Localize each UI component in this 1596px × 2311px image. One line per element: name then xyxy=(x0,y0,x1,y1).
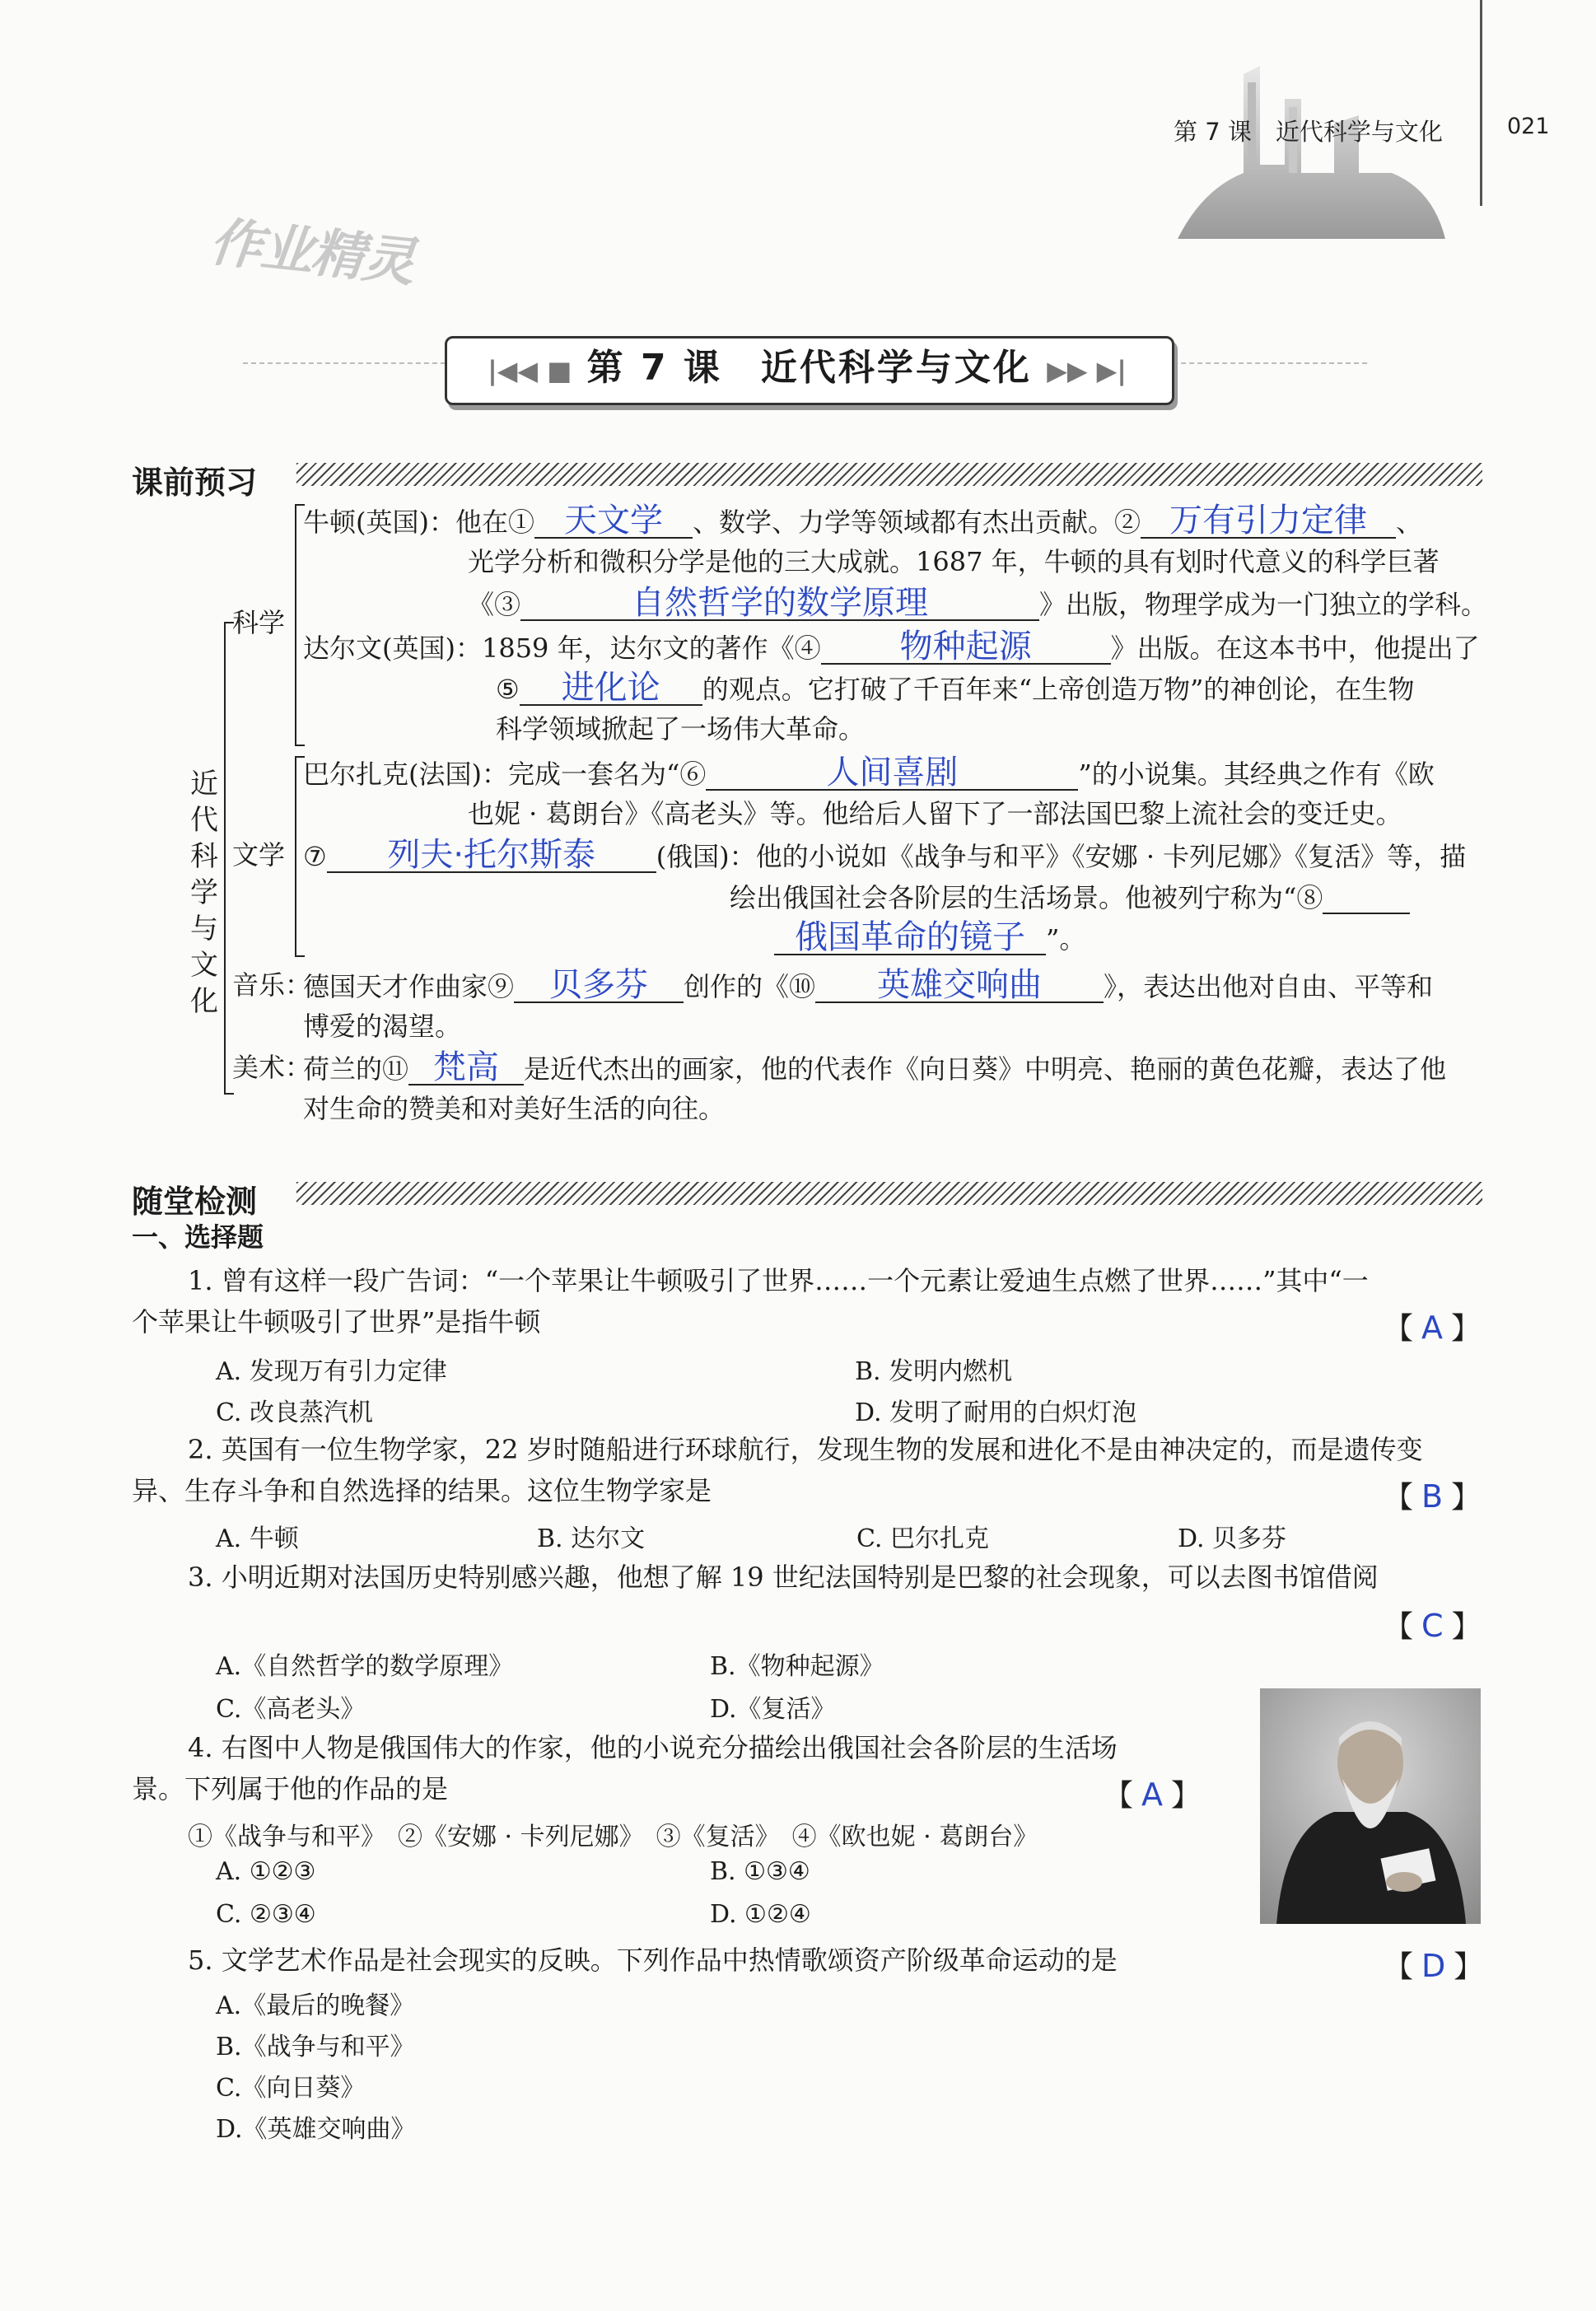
q3-answer: 【 C 】 xyxy=(1384,1608,1482,1644)
q2-text-1: 2. 英国有一位生物学家，22 岁时随船进行环球航行，发现生物的发展和进化不是由神决定的，而是遗传变 xyxy=(188,1434,1423,1465)
q1-option-a: A. 发现万有引力定律 xyxy=(216,1357,447,1386)
branch-literature: 文学 xyxy=(232,839,286,871)
music-line-2: 博爱的渴望。 xyxy=(303,1011,462,1042)
rewind-icon: |◀◀ ■ xyxy=(488,355,572,386)
answer-8: 俄国革命的镜子 xyxy=(774,921,1046,955)
q1-option-d: D. 发明了耐用的白炽灯泡 xyxy=(855,1398,1137,1427)
q5-option-b: B.《战争与和平》 xyxy=(216,2033,415,2061)
answer-6: 人间喜剧 xyxy=(706,756,1078,791)
preview-heading: 课前预习 xyxy=(132,465,258,501)
q3-option-c: C.《高老头》 xyxy=(216,1695,366,1724)
answer-10: 英雄交响曲 xyxy=(815,969,1104,1003)
answer-2: 万有引力定律 xyxy=(1141,504,1396,539)
q4-option-a: A. ①②③ xyxy=(216,1857,316,1886)
tolstoy-line-2: 绘出俄国社会各阶层的生活场景。他被列宁称为“⑧ xyxy=(730,880,1410,914)
art-line-1: 荷兰的⑪ 梵高 是近代杰出的画家，他的代表作《向日葵》中明亮、艳丽的黄色花瓣，表达了他 xyxy=(303,1048,1447,1086)
newton-line-2: 光学分析和微积分学是他的三大成就。1687 年，牛顿的具有划时代意义的科学巨著 xyxy=(468,546,1440,577)
q1-text-1: 1. 曾有这样一段广告词：“一个苹果让牛顿吸引了世界……一个元素让爱迪生点燃了世界……”其中“一 xyxy=(188,1265,1369,1296)
q5-option-c: C.《向日葵》 xyxy=(216,2074,366,2103)
q3-option-a: A.《自然哲学的数学原理》 xyxy=(216,1652,514,1681)
forward-icon: ▶▶ ▶| xyxy=(1047,355,1127,386)
check-heading: 随堂检测 xyxy=(132,1184,258,1220)
q2-option-a: A. 牛顿 xyxy=(216,1524,299,1553)
q5-option-d: D.《英雄交响曲》 xyxy=(216,2115,416,2144)
choice-section-title: 一、选择题 xyxy=(132,1221,264,1253)
preview-heading-hatch xyxy=(296,463,1482,486)
q3-option-d: D.《复活》 xyxy=(710,1695,836,1724)
lesson-title-text: 第 7 课 近代科学与文化 xyxy=(586,347,1032,389)
q1-option-b: B. 发明内燃机 xyxy=(855,1357,1013,1386)
q5-text-1: 5. 文学艺术作品是社会现实的反映。下列作品中热情歌颂资产阶级革命运动的是 xyxy=(188,1945,1118,1976)
answer-3: 自然哲学的数学原理 xyxy=(520,586,1039,621)
darwin-line-1: 达尔文(英国)：1859 年，达尔文的著作《④ 物种起源 》出版。在这本书中，他提出了 xyxy=(303,628,1480,665)
lesson-title xyxy=(445,336,1169,400)
answer-1: 天文学 xyxy=(534,504,693,539)
q4-text-1: 4. 右图中人物是俄国伟大的作家，他的小说充分描绘出俄国社会各阶层的生活场 xyxy=(188,1732,1118,1763)
q4-text-2: 景。下列属于他的作品的是 xyxy=(132,1773,449,1804)
q4-answer: 【 A 】 xyxy=(1104,1776,1202,1813)
answer-5: 进化论 xyxy=(520,671,702,706)
q4-option-b: B. ①③④ xyxy=(710,1857,810,1886)
darwin-line-3: 科学领域掀起了一场伟大革命。 xyxy=(496,713,866,745)
balzac-line-2: 也妮 · 葛朗台》《高老头》等。他给后人留下了一部法国巴黎上流社会的变迁史。 xyxy=(468,798,1402,829)
tolstoy-line-1: ⑦ 列夫·托尔斯泰 (俄国)：他的小说如《战争与和平》《安娜 · 卡列尼娜》《复活》等，描 xyxy=(303,836,1467,874)
q5-answer: 【 D 】 xyxy=(1384,1948,1484,1984)
q4-option-d: D. ①②④ xyxy=(710,1900,811,1929)
music-line-1: 德国天才作曲家⑨ 贝多芬 创作的《⑩ 英雄交响曲 》，表达出他对自由、平等和 xyxy=(303,966,1434,1004)
q1-text-2: 个苹果让牛顿吸引了世界”是指牛顿 xyxy=(132,1306,541,1338)
margin-line xyxy=(1480,0,1482,206)
branch-art: 美术： xyxy=(232,1052,312,1083)
q2-option-b: B. 达尔文 xyxy=(537,1524,646,1553)
q3-text-1: 3. 小明近期对法国历史特别感兴趣，他想了解 19 世纪法国特别是巴黎的社会现象，可以去图书馆借阅 xyxy=(188,1562,1379,1593)
answer-9: 贝多芬 xyxy=(514,969,684,1003)
q4-option-c: C. ②③④ xyxy=(216,1900,316,1929)
q1-option-c: C. 改良蒸汽机 xyxy=(216,1398,373,1427)
q2-text-2: 异、生存斗争和自然选择的结果。这位生物学家是 xyxy=(132,1475,712,1506)
page-number: 021 xyxy=(1507,114,1550,139)
answer-8-blank xyxy=(1323,880,1410,914)
balzac-line-1: 巴尔扎克(法国)：完成一套名为“⑥ 人间喜剧 ”的小说集。其经典之作有《欧 xyxy=(303,754,1435,791)
q5-option-a: A.《最后的晚餐》 xyxy=(216,1991,415,2020)
tolstoy-line-3: 俄国革命的镜子 ”。 xyxy=(774,921,1085,955)
science-brace xyxy=(295,504,305,746)
q2-answer: 【 B 】 xyxy=(1384,1478,1482,1515)
branch-music: 音乐： xyxy=(232,969,312,1001)
q4-works: ①《战争与和平》 ②《安娜 · 卡列尼娜》 ③《复活》 ④《欧也妮 · 葛朗台》 xyxy=(188,1823,1038,1851)
answer-4: 物种起源 xyxy=(821,630,1111,665)
tolstoy-portrait xyxy=(1260,1688,1481,1924)
answer-11: 梵高 xyxy=(408,1051,524,1085)
q1-answer: 【 A 】 xyxy=(1384,1310,1482,1346)
root-label: 近代科学与文化 xyxy=(190,768,218,1018)
answer-7: 列夫·托尔斯泰 xyxy=(327,838,656,873)
check-heading-hatch xyxy=(296,1182,1482,1205)
q2-option-c: C. 巴尔扎克 xyxy=(856,1524,989,1553)
q2-option-d: D. 贝多芬 xyxy=(1178,1524,1287,1553)
q3-option-b: B.《物种起源》 xyxy=(710,1652,884,1681)
darwin-line-2: ⑤ 进化论 的观点。它打破了千百年来“上帝创造万物”的神创论，在生物 xyxy=(496,669,1415,707)
branch-science: 科学 xyxy=(232,607,286,638)
watermark-logo: 作业精灵 xyxy=(207,212,417,294)
art-line-2: 对生命的赞美和对美好生活的向往。 xyxy=(303,1093,726,1124)
header-lesson-label: 第 7 课 近代科学与文化 xyxy=(1174,118,1443,146)
newton-line-3: 《③ 自然哲学的数学原理 》出版，物理学成为一门独立的学科。 xyxy=(468,584,1488,622)
newton-line-1: 牛顿(英国)：他在① 天文学 、数学、力学等领域都有杰出贡献。② 万有引力定律 、 xyxy=(303,502,1423,539)
